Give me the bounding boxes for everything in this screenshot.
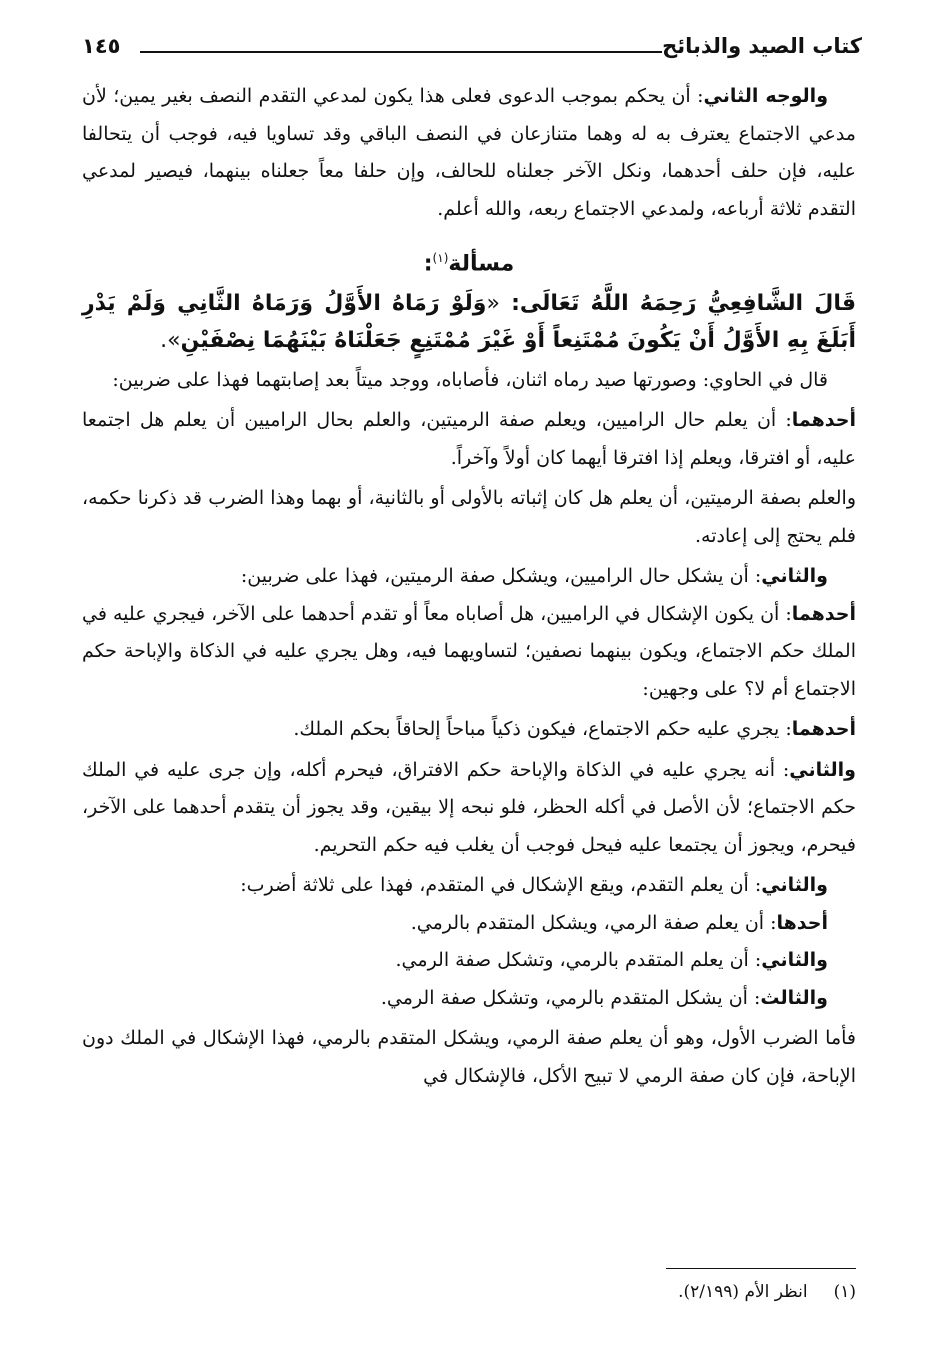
main-text xyxy=(82,78,856,1095)
book-title: كتاب الصيد والذبائح xyxy=(662,34,862,58)
heading-colon: : xyxy=(423,251,433,277)
footnote-number: (١) xyxy=(833,1282,856,1302)
paragraph: فأما الضرب الأول، وهو أن يعلم صفة الرمي، ويشكل المتقدم بالرمي، فهذا الإشكال في الملك دون الإباحة، فإن كان صفة الرمي لا تبيح الأكل، فالإشكال في xyxy=(82,1027,856,1087)
paragraph-lead: أحدهما xyxy=(791,409,856,432)
paragraph-lead: والثاني xyxy=(761,949,828,972)
paragraph-text: : أن يكون الإشكال في الراميين، هل أصاباه معاً أو تقدم أحدهما على الآخر، فيجري عليه في الملك حكم الاجتماع، ويكون بينهما نصفين؛ لتساويهما فيه، وهل يجري عليه في الذكاة والإباحة حكم الاجتماع أم لا؟ على وجهين: xyxy=(82,602,856,700)
paragraph-lead: أحدهما xyxy=(791,602,856,625)
paragraph xyxy=(82,78,856,228)
footnote-ref: (١) xyxy=(432,251,449,265)
page-number: ١٤٥ xyxy=(82,34,121,58)
paragraph xyxy=(82,402,856,477)
paragraph-lead: والثالث xyxy=(760,986,828,1009)
footnote-text: انظر الأم (٢/١٩٩). xyxy=(678,1282,808,1302)
paragraph-lead: أحدهما xyxy=(791,718,856,741)
paragraph xyxy=(82,596,856,709)
running-header xyxy=(82,34,862,64)
header-rule xyxy=(140,51,662,53)
paragraph-text: : أن يعلم صفة الرمي، ويشكل المتقدم بالرمي. xyxy=(410,911,777,934)
footnote xyxy=(356,1282,856,1302)
heading-text: مسألة xyxy=(448,251,515,277)
paragraph xyxy=(82,558,856,596)
paragraph-lead: والثاني xyxy=(789,758,856,781)
footnote-rule xyxy=(666,1268,856,1269)
paragraph xyxy=(82,905,856,943)
quote-close-mark: ». xyxy=(160,327,181,353)
paragraph-text: : يجري عليه حكم الاجتماع، فيكون ذكياً مباحاً إلحاقاً بحكم الملك. xyxy=(293,718,792,741)
paragraph-lead: والثاني xyxy=(761,874,828,897)
paragraph-lead: أحدها xyxy=(776,911,828,934)
paragraph-text: : أن يحكم بموجب الدعوى فعلى هذا يكون لمدعي التقدم النصف بغير يمين؛ لأن مدعي الاجتماع يعترف به له وهما متنازعان في النصف الباقي وقد تساويا فيه، فوجب أن يتحالفا عليه، فإن حلف أحدهما، ونكل الآخر جعلناه للحالف، وإن حلفا معاً جعلناه بينهما، فيصير لمدعي التقدم ثلاثة أرباعه، ولمدعي الاجتماع ربعه، والله أعلم. xyxy=(82,85,856,220)
paragraph xyxy=(82,942,856,980)
quoted-text xyxy=(82,285,856,359)
paragraph-text: : أن يعلم التقدم، ويقع الإشكال في المتقدم، فهذا على ثلاثة أضرب: xyxy=(240,874,762,897)
paragraph-text: : أن يشكل حال الراميين، ويشكل صفة الرميتين، فهذا على ضربين: xyxy=(240,565,762,588)
paragraph-lead: والثاني xyxy=(761,565,828,588)
paragraph-text: : أن يعلم المتقدم بالرمي، وتشكل صفة الرمي. xyxy=(395,949,762,972)
paragraph-text: : أنه يجري عليه في الذكاة والإباحة حكم الافتراق، فيحرم أكله، وإن جرى عليه في الملك حكم الاجتماع؛ لأن الأصل في أكله الحظر، فلو نبحه إلا بيقين، وقد يجوز أن يتقدم أحدهما على الآخر، فيحرم، ويجوز أن يجتمعا عليه فيحل فوجب أن يغلب فيه حكم التحريم. xyxy=(82,758,856,856)
paragraph-lead: والوجه الثاني xyxy=(703,85,829,107)
paragraph xyxy=(82,752,856,865)
quote-body: وَلَوْ رَمَاهُ الأَوَّلُ وَرَمَاهُ الثَّانِي وَلَمْ يَدْرِ أَبَلَغَ بِهِ الأَوَّلُ أَنْ يَكُونَ مُمْتَنِعاً أَوْ غَيْرَ مُمْتَنِعٍ جَعَلْنَاهُ بَيْنَهُمَا نِصْفَيْنِ xyxy=(82,290,856,353)
paragraph xyxy=(82,711,856,749)
paragraph: والعلم بصفة الرميتين، أن يعلم هل كان إثباته بالأولى أو بالثانية، أو بهما وهذا الضرب قد ذكرنا حكمه، فلم يحتج إلى إعادته. xyxy=(82,487,856,547)
section-heading xyxy=(82,240,856,283)
paragraph-text: : أن يشكل المتقدم بالرمي، وتشكل صفة الرمي. xyxy=(380,986,761,1009)
paragraph xyxy=(82,867,856,905)
paragraph-text: : أن يعلم حال الراميين، ويعلم صفة الرميتين، والعلم بحال الراميين أن يعلم هل اجتمعا عليه، أو افترقا، ويعلم إذا افترقا أيهما كان أولاً وآخراً. xyxy=(82,409,856,469)
paragraph: قال في الحاوي: وصورتها صيد رماه اثنان، فأصاباه، ووجد ميتاً بعد إصابتهما فهذا على ضربين: xyxy=(112,368,828,391)
quote-intro: قَالَ الشَّافِعِيُّ رَحِمَهُ اللَّهُ تَعَالَى: xyxy=(511,290,856,316)
quote-open-mark: « xyxy=(486,290,500,316)
paragraph xyxy=(82,980,856,1018)
